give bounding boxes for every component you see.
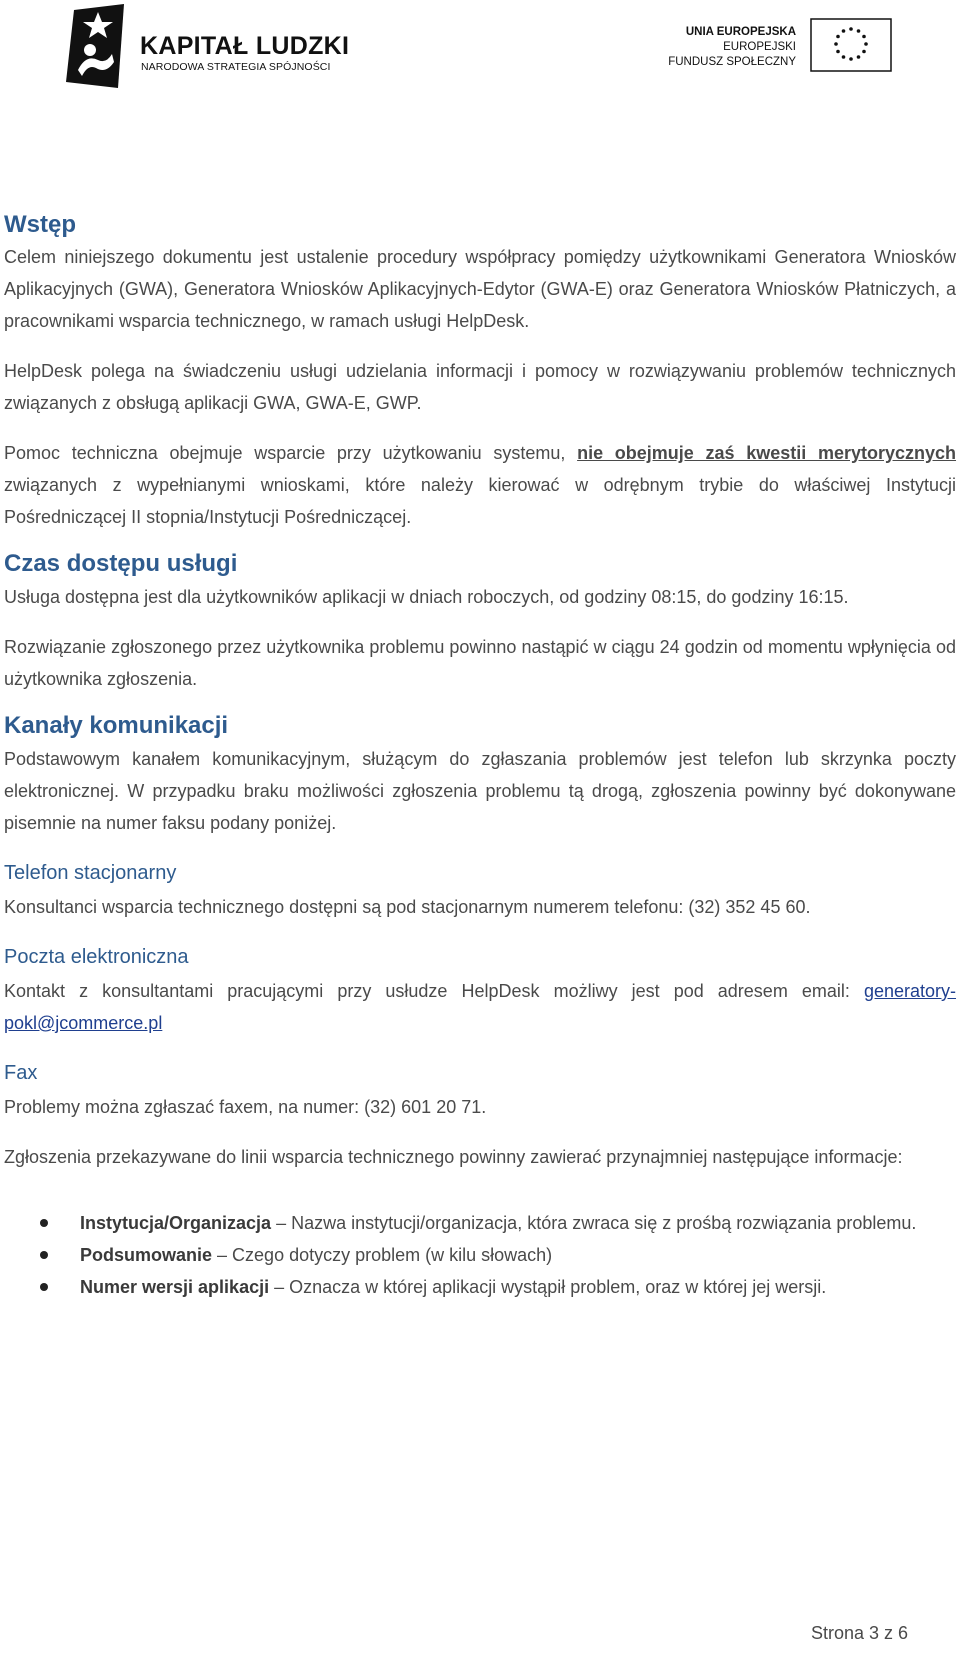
section-title-kanaly: Kanały komunikacji — [4, 712, 229, 739]
document-body — [4, 210, 956, 1303]
list-item — [4, 1271, 956, 1303]
list-item — [4, 1239, 956, 1271]
czas-paragraph-2: Rozwiązanie zgłoszonego przez użytkownika problemu powinno nastąpić w ciągu 24 godzin od momentu wpłynięcia od użytkownika zgłoszenia. — [4, 637, 956, 689]
fax-paragraph-2: Zgłoszenia przekazywane do linii wsparcia technicznego powinny zawierać przynajmniej następujące informacje: — [4, 1147, 903, 1167]
czas-paragraph-1: Usługa dostępna jest dla użytkowników aplikacji w dniach roboczych, od godziny 08:15, do godziny 16:15. — [4, 587, 849, 607]
eu-line-2: EUROPEJSKI — [723, 41, 796, 53]
eu-line-3: FUNDUSZ SPOŁECZNY — [668, 56, 796, 68]
fax-paragraph-1: Problemy można zgłaszać faxem, na numer: (32) 601 20 71. — [4, 1097, 487, 1117]
list-item-desc: – Oznacza w której aplikacji wystąpił problem, oraz w której jej wersji. — [269, 1277, 827, 1297]
email-link[interactable]: generatory-pokl@jcommerce.pl — [4, 981, 956, 1033]
list-item-term: Podsumowanie — [80, 1245, 213, 1265]
wstep-paragraph-3-start: Pomoc techniczna obejmuje wsparcie przy użytkowaniu systemu, — [4, 443, 578, 463]
eu-flag-icon — [810, 18, 892, 72]
kapital-ludzki-emblem-icon — [66, 4, 128, 88]
list-item-term: Numer wersji aplikacji — [80, 1277, 270, 1297]
kapital-ludzki-logo — [66, 4, 366, 88]
list-item-desc: – Czego dotyczy problem (w kilu słowach) — [212, 1245, 553, 1265]
subsection-title-fax: Fax — [4, 1062, 38, 1084]
list-item — [4, 1207, 956, 1239]
wstep-paragraph-3 — [4, 437, 956, 533]
eu-line-1: UNIA EUROPEJSKA — [685, 26, 796, 38]
wstep-paragraph-1: Celem niniejszego dokumentu jest ustalenie procedury współpracy pomiędzy użytkownikami Generatora Wniosków Aplikacyjnych (GWA), Generatora Wniosków Aplikacyjnych-Edytor (GWA-E) oraz Generatora Wniosków Płatniczych, a pracownikami wsparcia technicznego, w ramach usługi HelpDesk. — [4, 247, 956, 331]
subsection-title-poczta: Poczta elektroniczna — [4, 946, 189, 968]
poczta-text: Kontakt z konsultantami pracującymi przy usłudze HelpDesk możliwy jest pod adresem email: — [4, 981, 864, 1001]
telefon-paragraph: Konsultanci wsparcia technicznego dostępni są pod stacjonarnym numerem telefonu: (32) 352 45 60. — [4, 897, 811, 917]
bullet-icon — [40, 1251, 48, 1259]
list-item-term: Instytucja/Organizacja — [80, 1213, 272, 1233]
eu-logo — [662, 16, 892, 74]
kanaly-paragraph-1: Podstawowym kanałem komunikacyjnym, służącym do zgłaszania problemów jest telefon lub skrzynka poczty elektronicznej. W przypadku braku możliwości zgłoszenia problemu tą drogą, zgłoszenia powinny być dokonywane pisemnie na numer faksu podany poniżej. — [4, 749, 956, 833]
bullet-icon — [40, 1219, 48, 1227]
kapital-ludzki-name: KAPITAŁ LUDZKI — [140, 32, 350, 60]
kapital-ludzki-subtitle: NARODOWA STRATEGIA SPÓJNOŚCI — [141, 61, 331, 73]
subsection-title-telefon: Telefon stacjonarny — [4, 862, 177, 884]
wstep-paragraph-3-end: związanych z wypełnianymi wnioskami, które należy kierować w odrębnym trybie do właściwej Instytucji Pośredniczącej II stopnia/Instytucji Pośredniczącej. — [4, 475, 956, 527]
section-title-czas: Czas dostępu usługi — [4, 550, 238, 577]
poczta-paragraph — [4, 975, 956, 1039]
bullet-icon — [40, 1283, 48, 1291]
page-number: Strona 3 z 6 — [810, 1623, 908, 1643]
wstep-underlined-phrase: nie obejmuje zaś kwestii merytorycznych — [577, 443, 957, 463]
list-item-desc: – Nazwa instytucji/organizacja, która zwraca się z prośbą rozwiązania problemu. — [271, 1213, 917, 1233]
section-title-wstep: Wstęp — [4, 211, 76, 238]
wstep-paragraph-2: HelpDesk polega na świadczeniu usługi udzielania informacji i pomocy w rozwiązywaniu problemów technicznych związanych z obsługą aplikacji GWA, GWA-E, GWP. — [4, 361, 956, 413]
required-info-list — [4, 1207, 956, 1303]
